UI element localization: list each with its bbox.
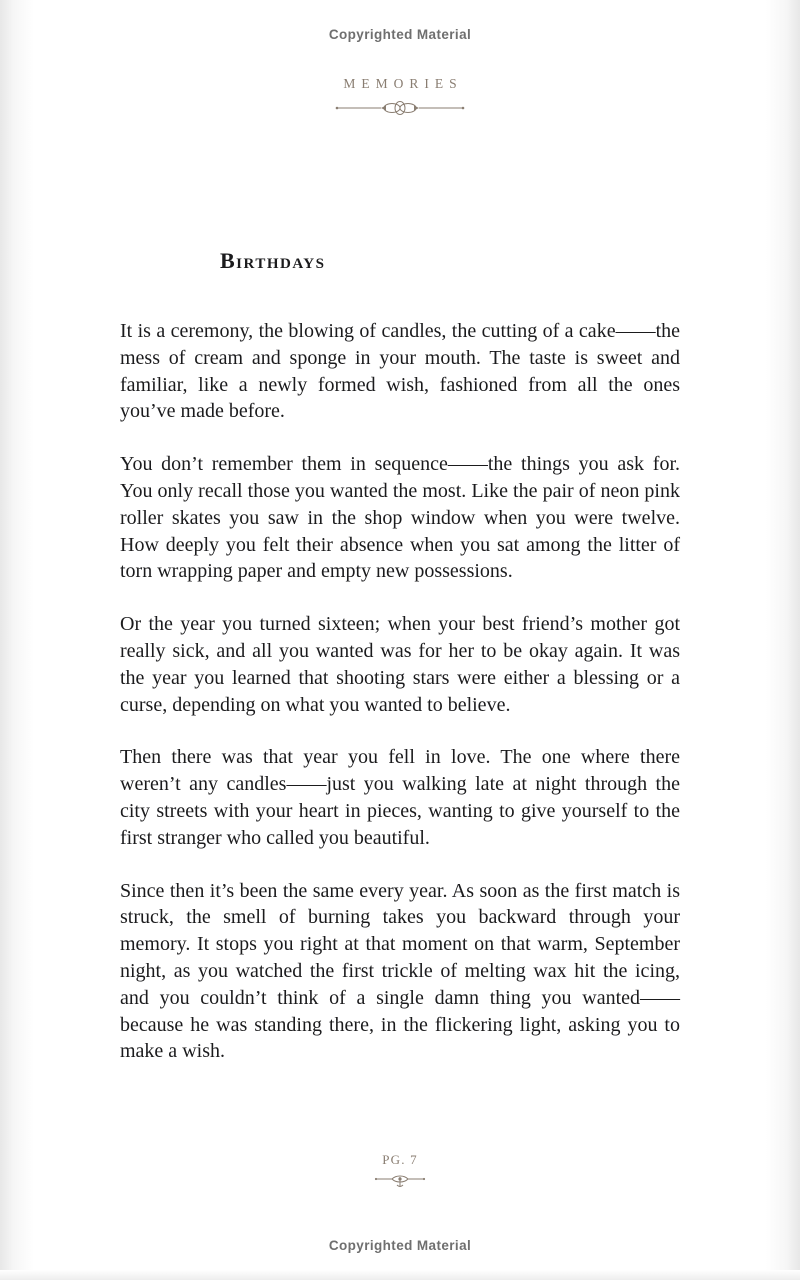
flourish-ornament <box>0 99 800 117</box>
page-edge-right <box>766 0 800 1280</box>
flourish-icon <box>335 99 465 117</box>
chapter-header <box>0 76 800 117</box>
page-edge-left <box>0 0 34 1280</box>
page-number: PG. 7 <box>382 1152 418 1167</box>
page-footer <box>0 1152 800 1191</box>
footer-ornament <box>0 1173 800 1191</box>
chapter-title: MEMORIES <box>343 76 463 91</box>
paragraph-3: Or the year you turned sixteen; when your best friend’s mother got really sick, and all you wanted was for her to be okay again. It was the year you learned that shooting stars were either a blessing or a curse, depending on what you wanted to believe. <box>120 613 680 716</box>
page-edge-bottom <box>0 1270 800 1280</box>
poem-title: Birthdays <box>220 248 326 273</box>
paragraph-1: It is a ceremony, the blowing of candles, the cutting of a cake——the mess of cream and sponge in your mouth. The taste is sweet and familiar, like a newly formed wish, fashioned from all the ones you’ve made before. <box>120 320 680 423</box>
page-content <box>120 248 680 1065</box>
footer-ornament-icon <box>374 1173 426 1191</box>
paragraph-5: Since then it’s been the same every year. As soon as the first match is struck, the smell of burning takes you backward through your memory. It stops you right at that moment on that warm, September night, as you watched the first trickle of melting wax hit the icing, and you couldn’t think of a single damn thing you wanted——because he was standing there, in the flickering light, asking you to make a wish. <box>120 879 680 1063</box>
paragraph-2: You don’t remember them in sequence——the things you ask for. You only recall those you wanted the most. Like the pair of neon pink roller skates you saw in the shop window when you were twelve. How deeply you felt their absence when you sat among the litter of torn wrapping paper and empty new possessions. <box>120 453 680 583</box>
copyright-watermark-bottom: Copyrighted Material <box>328 1238 472 1253</box>
paragraph-4: Then there was that year you fell in love. The one where there weren’t any candles——just you walking late at night through the city streets with your heart in pieces, wanting to give yourself to the first stranger who called you beautiful. <box>120 746 680 849</box>
copyright-watermark-top: Copyrighted Material <box>328 27 472 42</box>
